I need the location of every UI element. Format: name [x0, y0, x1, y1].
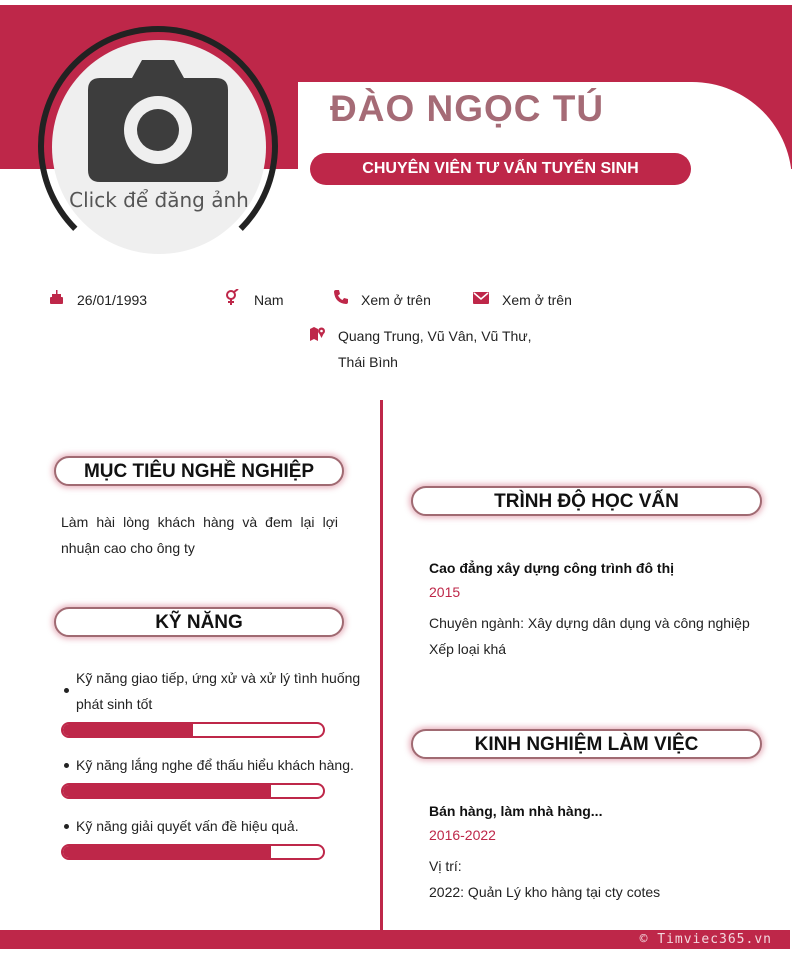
skill-bullet: [64, 824, 69, 829]
phone-text: Xem ở trên: [361, 292, 431, 308]
camera-icon: [88, 60, 228, 182]
email-icon: [473, 292, 489, 304]
footer-bar: [0, 930, 790, 949]
skill-bar-fill: [63, 724, 193, 736]
skill-bar-fill: [63, 846, 271, 858]
skill-bullet: [64, 763, 69, 768]
photo-upload-label[interactable]: Click để đăng ảnh: [69, 188, 249, 212]
avatar-upload[interactable]: [52, 40, 266, 254]
address-line1: Quang Trung, Vũ Vân, Vũ Thư,: [338, 328, 532, 344]
experience-position: Vị trí:: [429, 858, 462, 874]
skill-item-2: Kỹ năng lắng nghe để thấu hiểu khách hàng.: [76, 757, 354, 773]
skill-item-1-line1: Kỹ năng giao tiếp, ứng xử và xử lý tình huống: [76, 670, 361, 686]
skill-bar-fill: [63, 785, 271, 797]
footer-watermark: © Timviec365.vn: [639, 932, 772, 947]
objective-text: Làm hài lòng khách hàng và đem lại lợi nhuận cao cho ông ty: [61, 514, 338, 556]
experience-years: 2016-2022: [429, 827, 496, 843]
birthday-text: 26/01/1993: [77, 292, 148, 308]
job-title: CHUYÊN VIÊN TƯ VẤN TUYỂN SINH: [310, 153, 691, 185]
education-year: 2015: [429, 584, 461, 600]
email-text: Xem ở trên: [502, 292, 572, 308]
skill-item-3: Kỹ năng giải quyết vấn đề hiệu quả.: [76, 818, 299, 834]
candidate-name: ĐÀO NGỌC TÚ: [330, 88, 605, 129]
skill-item-1-line2: phát sinh tốt: [76, 696, 153, 712]
skills-title: KỸ NĂNG: [54, 607, 344, 637]
objective-title: MỤC TIÊU NGHỀ NGHIỆP: [54, 456, 344, 486]
map-pin-icon: [309, 326, 326, 342]
education-grade: Xếp loại khá: [429, 641, 507, 657]
gender-text: Nam: [254, 292, 284, 308]
skill-bar-2: [61, 783, 325, 799]
address-line2: Thái Bình: [338, 354, 398, 370]
gender-icon: [225, 289, 239, 306]
column-divider: [380, 400, 383, 930]
education-major: Chuyên ngành: Xây dựng dân dụng và công nghiệp: [429, 615, 750, 631]
skill-bullet: [64, 688, 69, 693]
education-title: TRÌNH ĐỘ HỌC VẤN: [411, 486, 762, 516]
experience-title: KINH NGHIỆM LÀM VIỆC: [411, 729, 762, 759]
skill-bar-1: [61, 722, 325, 738]
experience-company: Bán hàng, làm nhà hàng...: [429, 803, 603, 819]
education-school: Cao đẳng xây dựng công trình đô thị: [429, 560, 675, 576]
experience-detail: 2022: Quản Lý kho hàng tại cty cotes: [429, 884, 661, 900]
birthday-cake-icon: [49, 289, 64, 305]
phone-icon: [333, 289, 349, 305]
skill-bar-3: [61, 844, 325, 860]
